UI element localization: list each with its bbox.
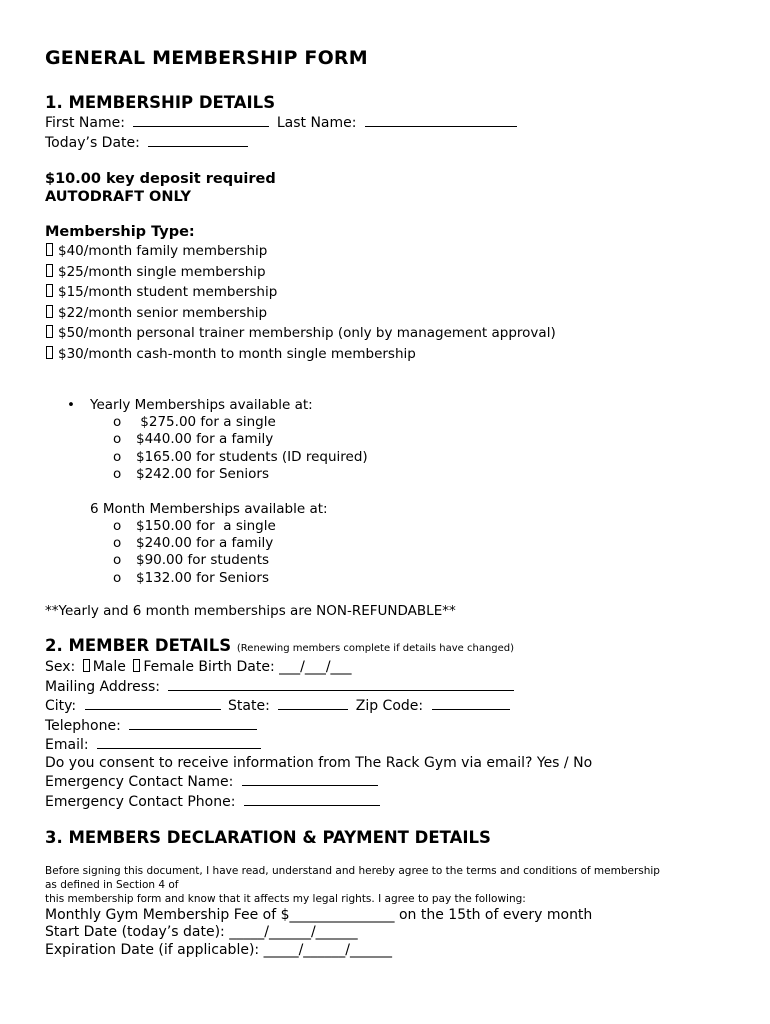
list-marker-icon: o xyxy=(113,569,122,586)
membership-option[interactable]: $50/month personal trainer membership (only by management approval) xyxy=(45,323,735,344)
membership-option[interactable]: $25/month single membership xyxy=(45,262,735,283)
section1-heading: 1. MEMBERSHIP DETAILS xyxy=(45,93,276,112)
bullet-icon: • xyxy=(67,397,75,413)
list-item: o $242.00 for Seniors xyxy=(113,466,269,483)
form-title: GENERAL MEMBERSHIP FORM xyxy=(45,47,368,69)
list-marker-icon: o xyxy=(113,517,122,534)
expiration-date-line[interactable]: Expiration Date (if applicable): _____/______/______ xyxy=(45,941,393,958)
sex-label: Sex: xyxy=(45,659,76,676)
list-marker-icon: o xyxy=(113,414,122,430)
list-item: o $132.00 for Seniors xyxy=(113,569,269,586)
email-row xyxy=(45,735,735,755)
name-row xyxy=(45,113,735,133)
birth-date-field[interactable]: ___/___/___ xyxy=(279,659,352,676)
email-label: Email: xyxy=(45,737,89,754)
mailing-address-row xyxy=(45,677,735,697)
state-field[interactable] xyxy=(278,696,348,710)
birth-date-label: Birth Date: xyxy=(198,659,275,676)
emergency-phone-field[interactable] xyxy=(244,792,380,806)
emergency-name-label: Emergency Contact Name: xyxy=(45,774,234,791)
membership-option[interactable]: $15/month student membership xyxy=(45,282,735,303)
membership-option[interactable]: $22/month senior membership xyxy=(45,303,735,324)
city-field[interactable] xyxy=(85,696,221,710)
membership-type-label: Membership Type: xyxy=(45,224,195,240)
six-month-heading: 6 Month Memberships available at: xyxy=(90,500,328,517)
todays-date-field[interactable] xyxy=(148,133,248,147)
male-label: Male xyxy=(92,659,126,676)
last-name-field[interactable] xyxy=(365,113,517,127)
first-name-field[interactable] xyxy=(133,113,269,127)
emergency-name-field[interactable] xyxy=(242,772,378,786)
male-checkbox[interactable] xyxy=(83,659,90,672)
key-deposit-text: $10.00 key deposit required xyxy=(45,171,276,187)
membership-options xyxy=(45,241,735,364)
zip-label: Zip Code: xyxy=(355,698,424,715)
list-item: o $150.00 for a single xyxy=(113,517,276,534)
list-item: o $90.00 for students xyxy=(113,552,270,569)
telephone-field[interactable] xyxy=(129,716,257,730)
telephone-row xyxy=(45,716,735,736)
membership-option[interactable]: $30/month cash-month to month single membership xyxy=(45,344,735,365)
mailing-address-label: Mailing Address: xyxy=(45,678,161,695)
city-label: City: xyxy=(45,698,77,715)
list-marker-icon: o xyxy=(113,466,122,483)
autodraft-text: AUTODRAFT ONLY xyxy=(45,189,191,205)
membership-form xyxy=(45,46,735,959)
last-name-label: Last Name: xyxy=(276,115,357,131)
list-marker-icon: o xyxy=(113,535,122,552)
email-field[interactable] xyxy=(97,735,261,749)
zip-field[interactable] xyxy=(432,696,510,710)
first-name-label: First Name: xyxy=(45,115,125,131)
list-marker-icon: o xyxy=(113,552,122,569)
female-checkbox[interactable] xyxy=(133,659,140,672)
list-marker-icon: o xyxy=(113,431,122,448)
list-item: o $440.00 for a family xyxy=(113,431,274,448)
checkbox[interactable] xyxy=(46,264,53,277)
six-month-list xyxy=(45,518,735,588)
list-item: o $240.00 for a family xyxy=(113,535,274,552)
email-consent-text: Do you consent to receive information from The Rack Gym via email? Yes / No xyxy=(45,754,593,771)
checkbox[interactable] xyxy=(46,284,53,297)
state-label: State: xyxy=(228,698,270,715)
start-date-line[interactable]: Start Date (today’s date): _____/______/______ xyxy=(45,924,358,941)
mailing-address-field[interactable] xyxy=(168,677,514,691)
declaration-text: Before signing this document, I have read, understand and hereby agree to the terms and conditions of membership as defined in Section 4 of this membership form and know that it affects my legal rights. I agree to pay the following: xyxy=(45,865,660,905)
section3-heading: 3. MEMBERS DECLARATION & PAYMENT DETAILS xyxy=(45,828,491,848)
section2-heading: 2. MEMBER DETAILS (Renewing members complete if details have changed) xyxy=(45,636,515,656)
yearly-memberships-heading: • Yearly Memberships available at: xyxy=(67,397,313,413)
emergency-name-row xyxy=(45,772,735,792)
female-label: Female xyxy=(143,659,194,676)
emergency-phone-row xyxy=(45,792,735,812)
checkbox[interactable] xyxy=(46,346,53,359)
checkbox[interactable] xyxy=(46,325,53,338)
checkbox[interactable] xyxy=(46,243,53,256)
todays-date-row xyxy=(45,133,735,153)
yearly-list xyxy=(45,414,735,484)
emergency-phone-label: Emergency Contact Phone: xyxy=(45,793,236,810)
list-marker-icon: o xyxy=(113,448,122,465)
checkbox[interactable] xyxy=(46,305,53,318)
section2-note: (Renewing members complete if details have changed) xyxy=(236,643,515,655)
list-item: o $165.00 for students (ID required) xyxy=(113,448,368,465)
non-refundable-note: **Yearly and 6 month memberships are NON-REFUNDABLE** xyxy=(45,603,456,620)
telephone-label: Telephone: xyxy=(45,717,121,734)
monthly-fee-line[interactable]: Monthly Gym Membership Fee of $_______________ on the 15th of every month xyxy=(45,906,593,923)
city-state-zip-row xyxy=(45,696,735,716)
list-item: o $275.00 for a single xyxy=(113,414,276,430)
todays-date-label: Today’s Date: xyxy=(45,134,140,151)
sex-birthdate-row xyxy=(45,659,735,677)
membership-option[interactable]: $40/month family membership xyxy=(45,241,735,262)
